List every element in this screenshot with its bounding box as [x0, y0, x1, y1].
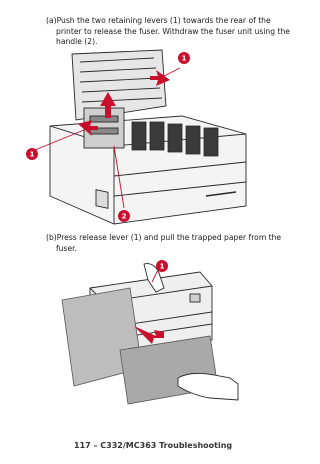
callout-1-left [26, 148, 38, 160]
callout-1-right [178, 52, 190, 64]
hand-right [178, 373, 238, 400]
paper-removal-illustration [60, 258, 240, 410]
page-footer: 117 – C332/MC363 Troubleshooting [74, 441, 233, 450]
step-b-text: (b)Press release lever (1) and pull the trapped paper from the fuser. [46, 233, 282, 253]
svg-text:1: 1 [159, 262, 165, 271]
svg-text:2: 2 [121, 212, 127, 221]
step-a-instruction [46, 16, 296, 48]
svg-text:1: 1 [29, 150, 35, 159]
step-a-text: (a)Push the two retaining levers (1) towards the rear of the printer to release the fuser. Withdraw the fuser unit using the handle (2). [46, 16, 290, 47]
svg-text:1: 1 [181, 54, 187, 63]
step-b-instruction [46, 233, 296, 254]
callout-2-handle [118, 210, 130, 222]
fuser-removal-illustration [22, 46, 262, 230]
page-number: 117 [74, 441, 91, 450]
callout-1-release-lever [156, 260, 168, 272]
footer-title: C332/MC363 Troubleshooting [100, 441, 233, 450]
